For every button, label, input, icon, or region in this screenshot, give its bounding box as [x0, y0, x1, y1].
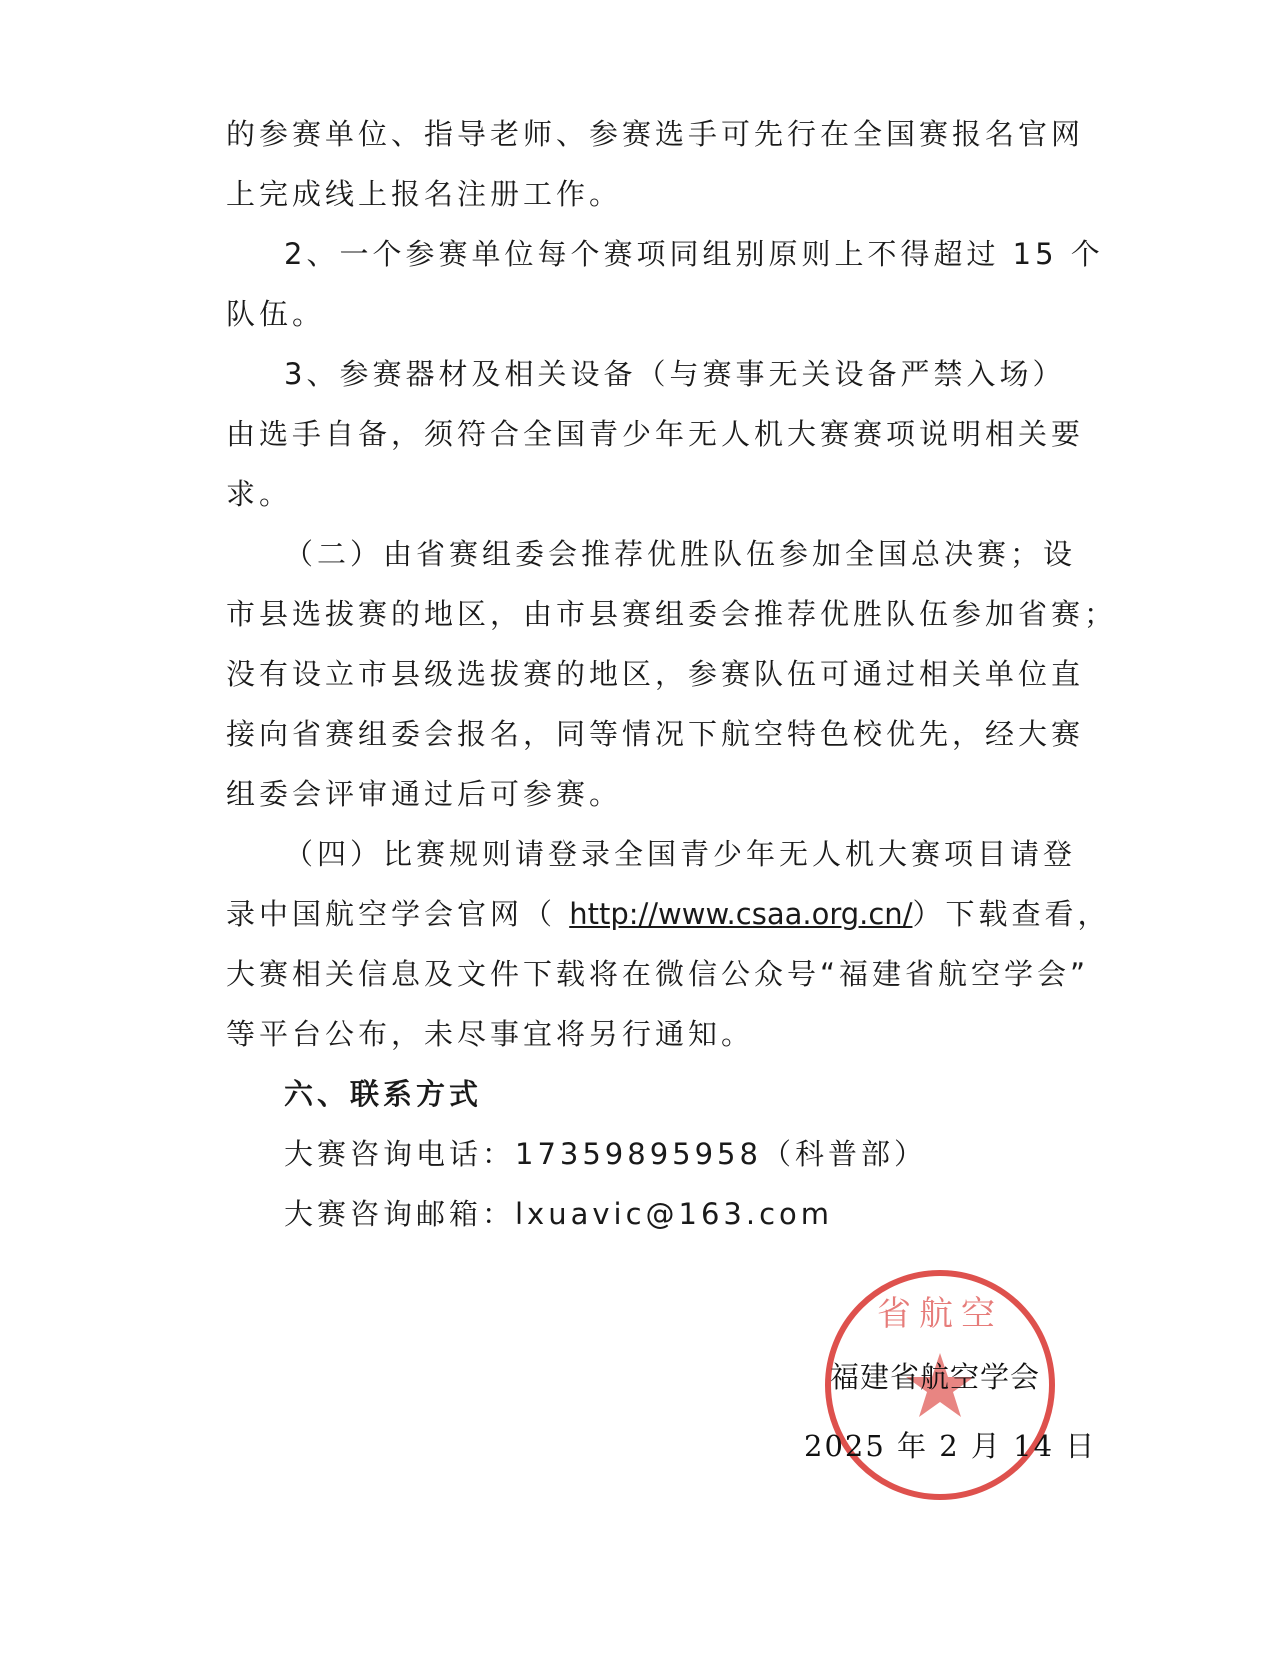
body-line: 上完成线上报名注册工作。	[226, 177, 623, 211]
document-body	[226, 104, 1118, 1244]
body-line: 没有设立市县级选拔赛的地区，参赛队伍可通过相关单位直	[226, 657, 1085, 691]
body-line: （四）比赛规则请登录全国青少年无人机大赛项目请登	[284, 837, 1077, 871]
section-heading: 六、联系方式	[284, 1077, 483, 1111]
signature-organization: 福建省航空学会	[830, 1360, 1041, 1394]
body-line: 求。	[226, 477, 293, 511]
contact-phone: 大赛咨询电话：17359895958（科普部）	[284, 1137, 927, 1171]
body-line: 2、一个参赛单位每个赛项同组别原则上不得超过 15 个	[284, 237, 1104, 271]
body-line: 3、参赛器材及相关设备（与赛事无关设备严禁入场）	[284, 357, 1066, 391]
svg-text:省航空: 省航空	[877, 1294, 1003, 1334]
signature-date: 2025 年 2 月 14 日	[804, 1429, 1097, 1463]
body-line: （二）由省赛组委会推荐优胜队伍参加全国总决赛；设	[284, 537, 1077, 571]
body-text: ）下载查看，	[912, 897, 1111, 931]
body-line: 的参赛单位、指导老师、参赛选手可先行在全国赛报名官网	[226, 117, 1085, 151]
body-line: 大赛相关信息及文件下载将在微信公众号“福建省航空学会”	[226, 957, 1090, 991]
body-line: 接向省赛组委会报名，同等情况下航空特色校优先，经大赛	[226, 717, 1085, 751]
body-line: 由选手自备，须符合全国青少年无人机大赛赛项说明相关要	[226, 417, 1085, 451]
body-text: 录中国航空学会官网（	[226, 897, 570, 931]
body-line: 市县选拔赛的地区，由市县赛组委会推荐优胜队伍参加省赛；	[226, 597, 1118, 631]
body-line: 组委会评审通过后可参赛。	[226, 777, 623, 811]
body-line: 等平台公布，未尽事宜将另行通知。	[226, 1017, 755, 1051]
body-line: 队伍。	[226, 297, 326, 331]
csaa-website-link[interactable]: http://www.csaa.org.cn/	[569, 897, 913, 931]
body-line-with-link	[226, 884, 1111, 944]
contact-email: 大赛咨询邮箱：lxuavic@163.com	[284, 1197, 834, 1231]
